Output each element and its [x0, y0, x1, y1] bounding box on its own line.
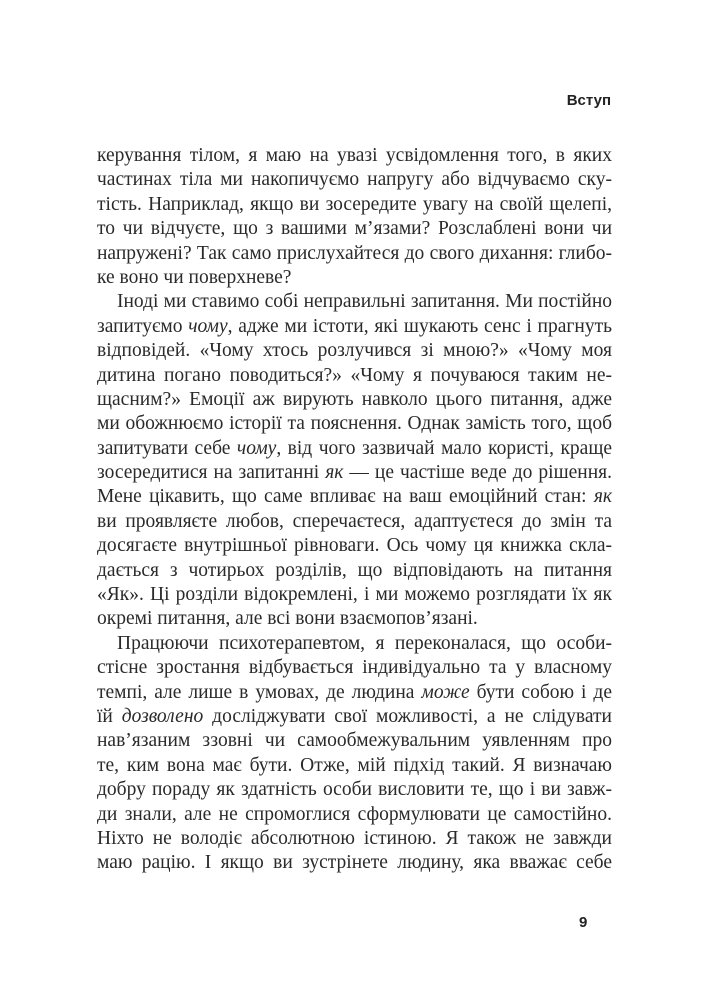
- text-segment: частинах тіла ми накопичуємо напругу або відчуваємо ску-: [97, 169, 612, 191]
- running-head: Вступ: [566, 92, 611, 109]
- text-segment: досліджувати свої можливості, а не слідувати: [203, 705, 612, 727]
- text-segment: запитуємо: [97, 315, 189, 337]
- text-line: [97, 364, 612, 388]
- text-segment: Працюючи психотерапевтом, я переконалася, що особи-: [117, 632, 612, 654]
- text-segment: стісне зростання відбувається індивідуально та у власному: [97, 657, 612, 679]
- text-segment: добру пораду як здатність особи висловити те, що і ви завж-: [97, 779, 612, 801]
- text-line: [97, 510, 612, 534]
- text-segment: темпі, але лише в умовах, де людина: [97, 681, 422, 703]
- emphasis-text: може: [421, 681, 470, 703]
- text-segment: ви проявляєте любов, сперечаєтеся, адаптуєтеся до змін та: [97, 510, 612, 532]
- text-line: [97, 705, 612, 729]
- text-segment: маю рацію. І якщо ви зустрінете людину, яка вважає себе: [97, 852, 612, 874]
- text-line: [97, 583, 612, 607]
- emphasis-text: чому: [236, 437, 277, 459]
- body-text: [97, 144, 612, 876]
- text-line: [97, 144, 612, 168]
- text-segment: зосередитися на запитанні: [97, 462, 326, 484]
- emphasis-text: чому: [188, 315, 228, 337]
- text-segment: то чи відчуєте, що з вашими м’язами? Розслаблені вони чи: [97, 218, 612, 240]
- emphasis-text: дозволено: [121, 705, 204, 727]
- text-line: [97, 827, 612, 851]
- emphasis-text: як: [325, 462, 344, 484]
- text-line: [97, 168, 612, 192]
- text-line: [97, 266, 612, 290]
- text-segment: , адже ми істоти, які шукають сенс і прагнуть: [227, 315, 612, 337]
- text-segment: тість. Наприклад, якщо ви зосередите увагу на своїй щелепі,: [97, 193, 612, 215]
- text-segment: ми обожнюємо історії та пояснення. Однак замість того, щоб: [97, 413, 612, 435]
- text-segment: окремі питання, але всі вони взаємопов’язані.: [97, 608, 478, 630]
- text-line: [97, 778, 612, 802]
- text-segment: нав’язаним ззовні чи самообмежувальним уявленням про: [97, 730, 612, 752]
- text-line: [97, 681, 612, 705]
- text-line: [97, 607, 612, 631]
- text-line: [97, 339, 612, 363]
- text-segment: — це частіше веде до рішення.: [343, 462, 612, 484]
- text-segment: ди знали, але не спромоглися сформулювати це самостійно.: [97, 803, 612, 825]
- text-line: [97, 803, 612, 827]
- text-line: [97, 729, 612, 753]
- text-segment: відповідей. «Чому хтось розлучився зі мною?» «Чому моя: [97, 340, 612, 362]
- text-segment: ке воно чи поверхневе?: [97, 266, 292, 288]
- text-line: [97, 193, 612, 217]
- text-line: [97, 632, 612, 656]
- text-segment: Мене цікавить, що саме впливає на ваш емоційний стан:: [97, 486, 594, 508]
- page-number: 9: [579, 914, 588, 931]
- text-segment: щасним?» Емоції аж вирують навколо цього питання, адже: [97, 388, 612, 410]
- text-line: [97, 559, 612, 583]
- text-line: [97, 461, 612, 485]
- text-segment: керування тілом, я маю на увазі усвідомлення того, в яких: [97, 145, 612, 166]
- text-segment: , від чого зазвичай мало користі, краще: [276, 437, 613, 459]
- text-segment: запитувати себе: [97, 437, 237, 459]
- text-segment: їй: [97, 705, 122, 727]
- text-line: [97, 388, 612, 412]
- text-segment: Ніхто не володіє абсолютною істиною. Я також не завжди: [97, 827, 612, 849]
- text-line: [97, 485, 612, 509]
- text-line: [97, 437, 612, 461]
- text-line: [97, 656, 612, 680]
- text-segment: бути собою і де: [469, 681, 612, 703]
- text-segment: досягаєте внутрішньої рівноваги. Ось чому ця книжка скла-: [97, 535, 612, 557]
- text-segment: напружені? Так само прислухайтеся до свого дихання: глибо-: [97, 242, 612, 264]
- text-line: [97, 754, 612, 778]
- text-segment: дитина погано поводиться?» «Чому я почуваюся таким не-: [97, 364, 612, 386]
- text-segment: «Як». Ці розділи відокремлені, і ми можемо розглядати їх як: [97, 584, 612, 606]
- text-line: [97, 412, 612, 436]
- text-line: [97, 242, 612, 266]
- text-line: [97, 217, 612, 241]
- text-line: [97, 290, 612, 314]
- text-segment: дається з чотирьох розділів, що відповідають на питання: [97, 559, 612, 581]
- text-line: [97, 315, 612, 339]
- text-line: [97, 534, 612, 558]
- emphasis-text: як: [593, 486, 612, 508]
- text-segment: Іноді ми ставимо собі неправильні запитання. Ми постійно: [117, 291, 612, 313]
- text-line: [97, 851, 612, 875]
- text-segment: те, ким вона має бути. Отже, мій підхід такий. Я визначаю: [97, 754, 612, 776]
